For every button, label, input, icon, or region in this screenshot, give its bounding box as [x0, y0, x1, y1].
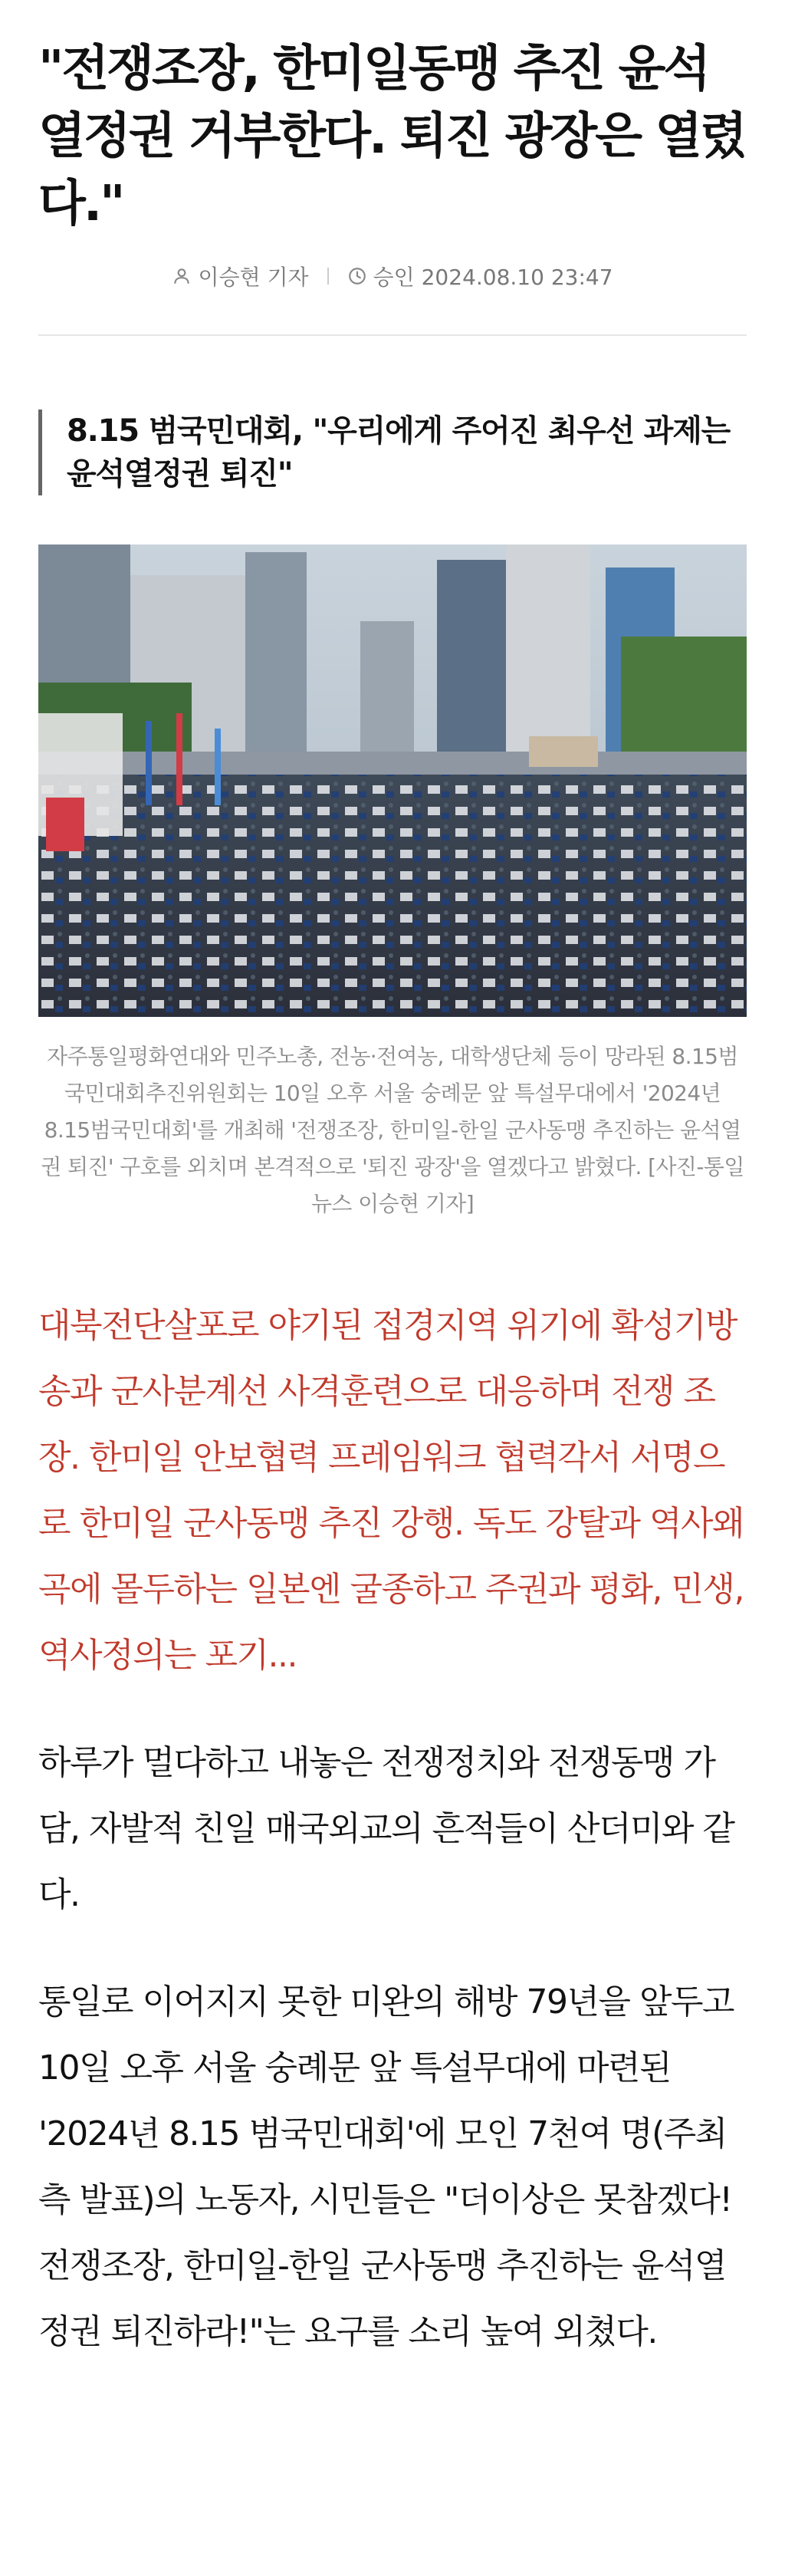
- header-divider: [38, 334, 747, 336]
- author-info[interactable]: [172, 261, 308, 291]
- photo-caption: 자주통일평화연대와 민주노총, 전농·전여농, 대학생단체 등이 망라된 8.15범국민대회추진위원회는 10일 오후 서울 숭례문 앞 특설무대에서 '2024년 8.15범국민대회'를 개최해 '전쟁조장, 한미일-한일 군사동맹 추진하는 윤석열 권 퇴진' 구호를 외치며 본격적으로 '퇴진 광장'을 열겠다고 밝혔다. [사진-통일뉴스 이승현 기자]: [41, 1044, 744, 1216]
- paragraph-text: 통일로 이어지지 못한 미완의 해방 79년을 앞두고 10일 오후 서울 숭례문 앞 특설무대에 마련된 '2024년 8.15 범국민대회'에 모인 7천여 명(주최측 발표)의 노동자, 시민들은 "더이상은 못참겠다! 전쟁조장, 한미일-한일 군사동맹 추진하는 윤석열정권 퇴진하라!"는 요구를 소리 높여 외쳤다.: [38, 1982, 734, 2351]
- paragraph-text: 하루가 멀다하고 내놓은 전쟁정치와 전쟁동맹 가담, 자발적 친일 매국외교의 흔적들이 산더미와 같다.: [38, 1743, 734, 1914]
- clock-icon: [347, 266, 367, 286]
- article-headline: "전쟁조장, 한미일동맹 추진 윤석열정권 거부한다. 퇴진 광장은 열렸다.": [38, 41, 745, 232]
- meta-divider: [327, 268, 329, 285]
- article-subheadline: 8.15 범국민대회, "우리에게 주어진 최우선 과제는 윤석열정권 퇴진": [38, 410, 747, 495]
- approval-info: [347, 261, 613, 291]
- author-name: 이승현 기자: [198, 265, 309, 290]
- article-paragraph: [38, 1969, 747, 2365]
- person-icon: [172, 266, 192, 286]
- article-paragraph: [38, 1730, 747, 1928]
- article-lead: 대북전단살포로 야기된 접경지역 위기에 확성기방송과 군사분계선 사격훈련으로 대응하며 전쟁 조장. 한미일 안보협력 프레임워크 협력각서 서명으로 한미일 군사동맹 추진 강행. 독도 강탈과 역사왜곡에 몰두하는 일본엔 굴종하고 주권과 평화, 민생, 역사정의는 포기...: [38, 1306, 744, 1675]
- approval-time: 승인 2024.08.10 23:47: [373, 265, 613, 290]
- rally-photo: [38, 544, 747, 1017]
- article-meta: [38, 261, 747, 291]
